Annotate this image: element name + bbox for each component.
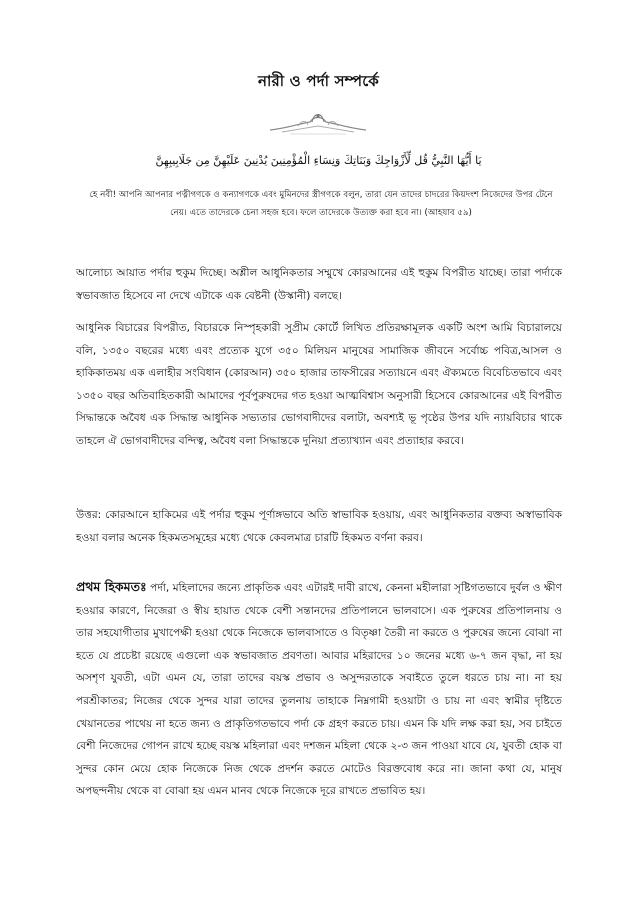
- calligraphy-ornament-icon: [268, 110, 368, 138]
- translation-line-2: নেয়। এতে তাদেরকে চেনা সহজ হবে। ফলে তাদেরকে উত্যক্ত করা হবে না। (আহযাব ৫৯): [170, 208, 472, 218]
- page-title: নারী ও পর্দা সম্পর্কে: [258, 72, 379, 90]
- first-wisdom-heading: প্রথম হিকমতঃ: [76, 579, 147, 594]
- first-wisdom-body: পর্দা, মহিলাদের জন্যে প্রাকৃতিক এবং এটারই দাবী রাখে, কেননা মহীলারা সৃষ্টিগতভাবে দুর্বল ও ক্ষীণ হওয়ার কারণে, নিজেরা ও স্বীয় হায়াত থেকে বেশী সন্তানদের প্রতিপালনে ভালবাসে। এক পুরুষের প্রতিপালনায় ও তার সহযোগীতার মুখাপেক্ষী হওয়া থেকে নিজেকে ভালবাসাতে ও বিতৃষ্ণা তৈরী না করতে ও পুরুষের জন্যে বোঝা না হতে যে প্রচেষ্টা রয়েছে এগুলো এক স্বভাবজাত প্রবণতা। আবার মহিরাদের ১০ জনের মধ্যে ৬-৭ জন বৃদ্ধা, না হয় অসশৃণ যুবতী, এটা এমন যে, তারা তাদের বয়স্ক প্রভাব ও অসুন্দরতাকে সবাইতে তুলে ধরতে চায় না। না হয় পরশ্রীকাতর; নিজের থেকে সুন্দর যারা তাদের তুলনায় তাহাকে নিম্নগামী হওয়াটা ও চায় না এবং স্বামীর দৃষ্টিতে খেয়ানতের পাথেয় না হতে জন্য ও প্রাকৃতিগতভাবে পর্দা কে গ্রহণ করতে চায়। এমন কি যদি লক্ষ করা হয়, সব চাইতে বেশী নিজেদের গোপন রাখে হচ্ছে বয়স্ক মহিলারা এবং দশজন মহিলা থেকে ২-৩ জন পাওয়া যাবে যে, যুবতী হোক বা সুন্দর কোন মেয়ে হোক নিজেকে নিজ থেকে প্রদর্শন করতে মোটেও বিরক্তবোধ করে না। জানা কথা যে, মানুষ অপছন্দনীয় থেকে বা বোঝা হয় এমন মানব থেকে নিজেকে দূরে রাখতে প্রভাবিত হয়।: [76, 582, 562, 798]
- translation-line-1: হে নবী! আপনি আপনার পত্নীগণকে ও কন্যাগণকে এবং মুমিনদের স্ত্রীগণকে বলুন, তারা যেন তাদের চাদরের কিয়দংশ নিজেদের উপর টেনে: [89, 190, 553, 200]
- paragraph-first-wisdom: [76, 576, 562, 803]
- arabic-verse: يَا أَيُّهَا النَّبِيُّ قُل لِّأَزْوَاجِكَ وَبَنَاتِكَ وَنِسَاءِ الْمُؤْمِنِينَ يُدْنِينَ عَلَيْهِنَّ مِن جَلَابِيبِهِنَّ: [155, 154, 482, 167]
- verse-translation: [82, 186, 560, 222]
- paragraph-answer: উত্তর: কোরআনে হাকিমের এই পর্দার হুকুম পূর্ণাঙ্গভাবে অতি স্বাভাবিক হওয়ায়, এবং আধুনিকতার বক্তব্য অস্বাভাবিক হওয়া বলার অনেক হিকমতসমূহের মধ্যে থেকে কেবলমাত্র চারটি হিকমত বর্ণনা করব।: [76, 509, 562, 544]
- paragraph-2: আধুনিক বিচারের বিপরীত, বিচারকে নিস্পৃহকারী সুপ্রীম কোর্টে লিখিত প্রতিরক্ষামূলক একটি অংশ আমি বিচারালয়ে বলি, ১৩৫০ বছরের মধ্যে এবং প্রত্যেক যুগে ৩৫০ মিলিয়ন মানুষের সামাজিক জীবনে সর্বোচ্চ পবিত্র,আসল ও হাকিকাতময় এক এলাহীর সংবিধান (কোরআন) ৩৫০ হাজার তাফসীরের সত্যায়নে এবং ঐক্যমতে বিবেচিতভাবে এবং ১৩৫০ বছর অতিবাহিতকারী আমাদের পূর্বপুরুষদের গত হওয়া আত্মবিশ্বাস অনুসারী হিসেবে কোরআনের এই বিপরীত সিদ্ধান্তকে অবৈধ এক সিদ্ধান্ত আধুনিক সভ্যতার ভোগবাদীদের বলাটা, অবশ্যই ভূ পৃষ্ঠের উপর যদি ন্যায়বিচার থাকে তাহলে ঐ ভোগবাদীদের বন্দিত্ব, অবৈধ বলা সিদ্ধান্তকে দুনিয়া প্রত্যাখ্যান এবং প্রত্যাহার করবে।: [76, 322, 562, 447]
- paragraph-1: আলোচ্য আয়াত পর্দার হুকুম দিচ্ছে। অশ্লীল আধুনিকতার সম্মুখে কোরআনের এই হুকুম বিপরীত যাচ্ছে। তারা পর্দাকে স্বভাবজাত হিসেবে না দেখে এটাকে এক বেষ্টনী (উস্কানী) বলছে।: [76, 267, 562, 302]
